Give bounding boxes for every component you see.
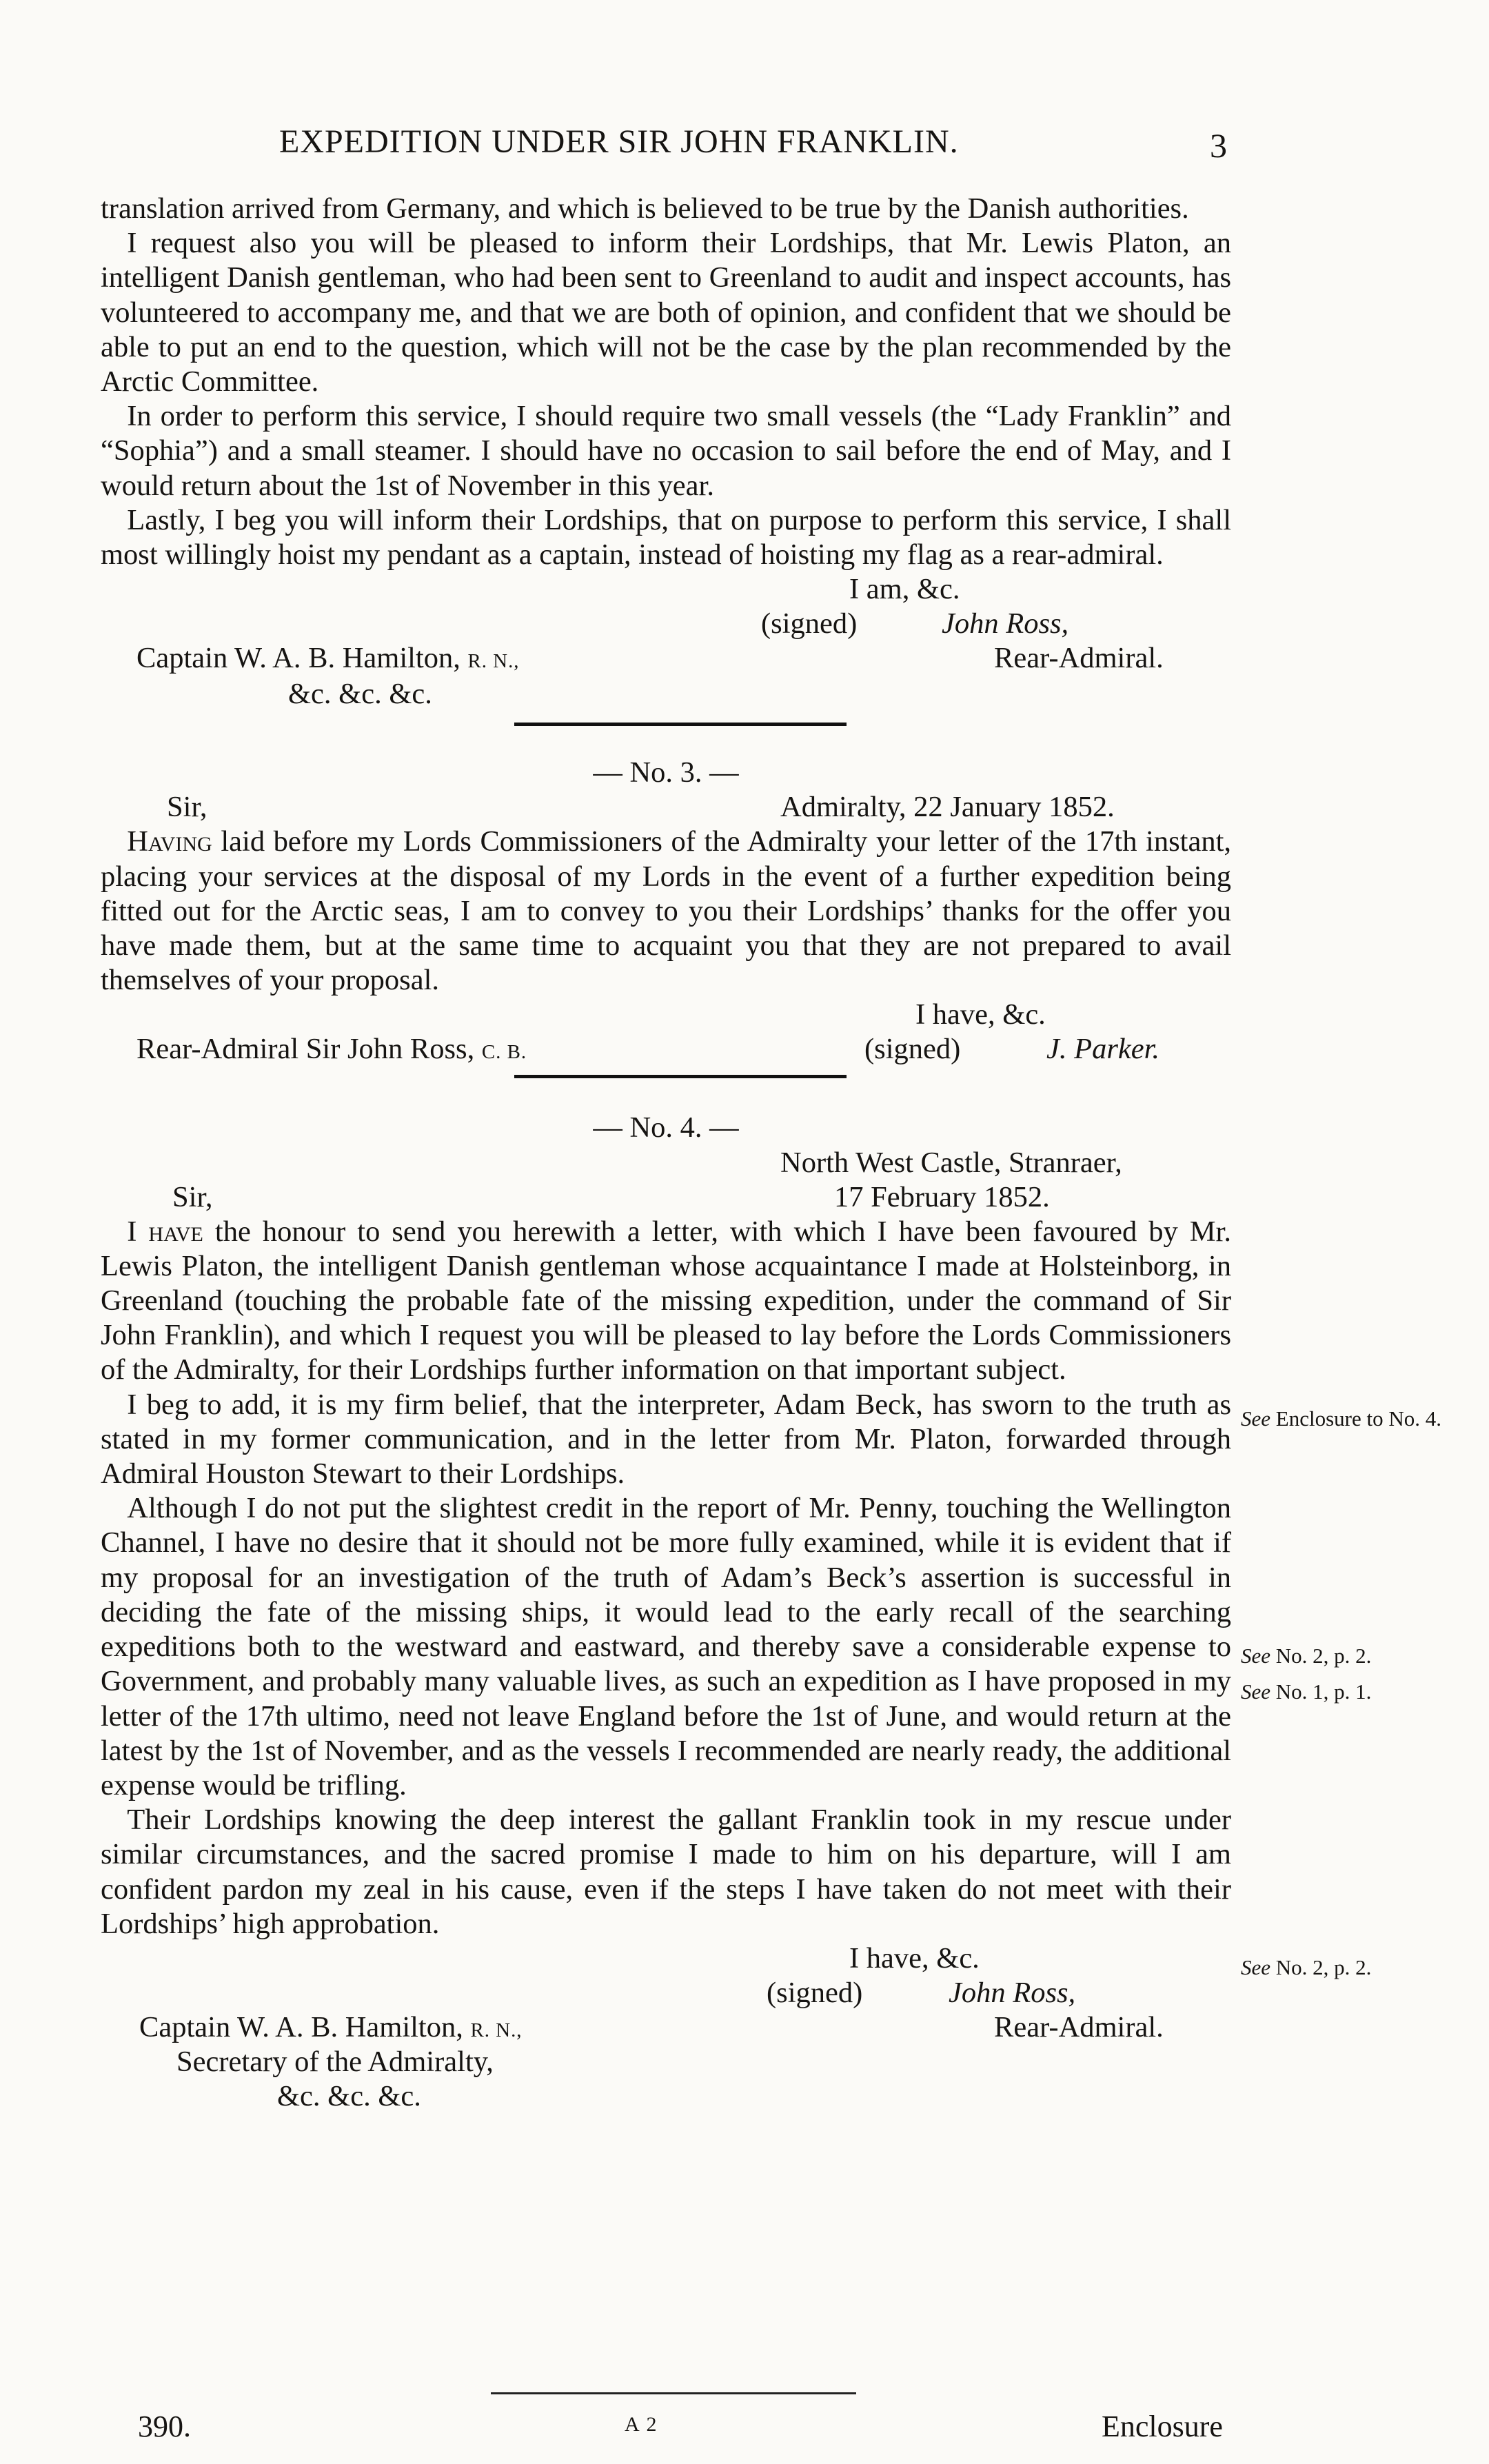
signature: John Ross,	[949, 1976, 1076, 2009]
closing: I have, &c.	[915, 998, 1046, 1031]
addressee-etc-line	[101, 678, 1231, 725]
page-number: 3	[1210, 126, 1227, 165]
letter-number: — No. 3. —	[593, 756, 739, 789]
addressee: Rear-Admiral Sir John Ross, C. B.	[136, 1033, 527, 1066]
page-body	[101, 192, 1231, 2121]
salutation: Sir,	[167, 791, 207, 824]
place: North West Castle, Stranraer,	[780, 1146, 1122, 1179]
opening-word: Having	[127, 825, 212, 858]
addressee-etc: &c. &c. &c.	[288, 678, 432, 711]
paragraph: Their Lordships knowing the deep interest the gallant Franklin took in my rescue under similar circumstances, and the sacred promise I made to him on his departure, will I am confident pardon my zeal in his cause, even if the steps I have taken do not meet with their Lordships’ high approbation.	[101, 1804, 1231, 1940]
section-rule	[514, 723, 847, 726]
section-rule	[514, 1075, 847, 1078]
rank: Rear-Admiral.	[994, 2010, 1164, 2043]
addressee: Captain W. A. B. Hamilton, R. N.,	[136, 642, 520, 675]
signature-block	[101, 1941, 1231, 2121]
opening-word: I have	[127, 1215, 203, 1248]
margin-note: See Enclosure to No. 4.	[1241, 1406, 1441, 1431]
addressee-etc: &c. &c. &c.	[277, 2079, 421, 2112]
closing: I am, &c.	[849, 573, 960, 606]
addressee-title: Secretary of the Admiralty,	[176, 2045, 494, 2078]
margin-note: See No. 2, p. 2.	[1241, 1644, 1372, 1668]
sheet-number: 390.	[138, 2410, 191, 2443]
place-date: Admiralty, 22 January 1852.	[780, 791, 1115, 824]
signature: John Ross,	[942, 607, 1069, 640]
paragraph-continuation: translation arrived from Germany, and which is believed to be true by the Danish authorities.	[101, 192, 1189, 225]
paragraph: I request also you will be pleased to inform their Lordships, that Mr. Lewis Platon, an intelligent Danish gentleman, who had been sent to Greenland to audit and inspect accounts, has volunteered to accompany me, and that we are both of opinion, and confident that we should be able to put an end to the question, which will not be the case by the plan recommended by the Arctic Committee.	[101, 227, 1231, 398]
margin-note: See No. 2, p. 2.	[1241, 1955, 1372, 1979]
addressee-post: R. N.,	[467, 650, 520, 673]
paragraph: I beg to add, it is my firm belief, that the interpreter, Adam Beck, has sworn to the truth as stated in my former communication, and in the letter from Mr. Platon, forwarded through Admiral Houston Stewart to their Lordships.	[101, 1388, 1231, 1491]
date: 17 February 1852.	[834, 1180, 1050, 1213]
signature-block	[101, 572, 1231, 683]
paragraph: In order to perform this service, I should require two small vessels (the “Lady Franklin” and “Sophia”) and a small steamer. I should have no occasion to sail before the end of May, and I would return about the 1st of November in this year.	[101, 400, 1231, 502]
margin-note: See No. 1, p. 1.	[1241, 1679, 1372, 1704]
paragraph: Having laid before my Lords Commissioners of the Admiralty your letter of the 17th instant, placing your services at the disposal of my Lords in the event of a further expedition being fitted out for the Arctic seas, I am to convey to you their Lordships’ thanks for the offer you have made them, but at the same time to acquaint you that they are not prepared to avail themselves of your proposal.	[101, 825, 1232, 997]
addressee: Captain W. A. B. Hamilton, R. N.,	[139, 2010, 523, 2043]
addressee-post: C. B.	[481, 1041, 527, 1064]
page-header	[0, 123, 1489, 171]
letter-number: — No. 4. —	[593, 1111, 739, 1144]
rank: Rear-Admiral.	[994, 642, 1164, 675]
running-title: EXPEDITION UNDER SIR JOHN FRANKLIN.	[279, 123, 959, 160]
salutation: Sir,	[172, 1180, 213, 1213]
paragraph: I have the honour to send you herewith a letter, with which I have been favoured by Mr. Lewis Platon, the intelligent Danish gentleman whose acquaintance I made at Holsteinborg, in Greenland (touching the probable fate of the missing expedition, under the command of Sir John Franklin), and which I request you will be pleased to lay before the Lords Commissioners of the Admiralty, for their Lordships further information on that important subject.	[101, 1215, 1231, 1386]
address-block	[101, 1146, 1231, 1215]
signature-block	[101, 998, 1231, 1079]
footer-rule	[491, 2392, 856, 2394]
paragraph: Although I do not put the slightest credit in the report of Mr. Penny, touching the Wellington Channel, I have no desire that it should not be more fully examined, while it is evident that if my proposal for an investigation of the truth of Adam’s Beck’s assertion is successful in deciding the fate of the missing ships, it would lead to the early recall of the searching expeditions both to the westward and eastward, and thereby save a considerable expense to Government, and probably many valuable lives, as such an expedition as I have proposed in my letter of the 17th ultimo, need not leave England before the 1st of June, and would return at the latest by the 1st of November, and as the vessels I recommended are nearly ready, the additional expense would be trifling.	[101, 1492, 1231, 1801]
signed-label: (signed)	[864, 1033, 961, 1066]
signed-label: (signed)	[761, 607, 858, 640]
salutation-line	[101, 790, 1231, 825]
signed-label: (signed)	[767, 1976, 863, 2009]
signature-mark: A 2	[625, 2413, 658, 2436]
paragraph: Lastly, I beg you will inform their Lordships, that on purpose to perform this service, I shall most willingly hoist my pendant as a captain, instead of hoisting my flag as a rear-admiral.	[101, 503, 1231, 572]
catchword: Enclosure	[1102, 2410, 1223, 2443]
addressee-post: R. N.,	[470, 2019, 523, 2041]
signature: J. Parker.	[1046, 1033, 1160, 1066]
closing: I have, &c.	[849, 1941, 980, 1975]
